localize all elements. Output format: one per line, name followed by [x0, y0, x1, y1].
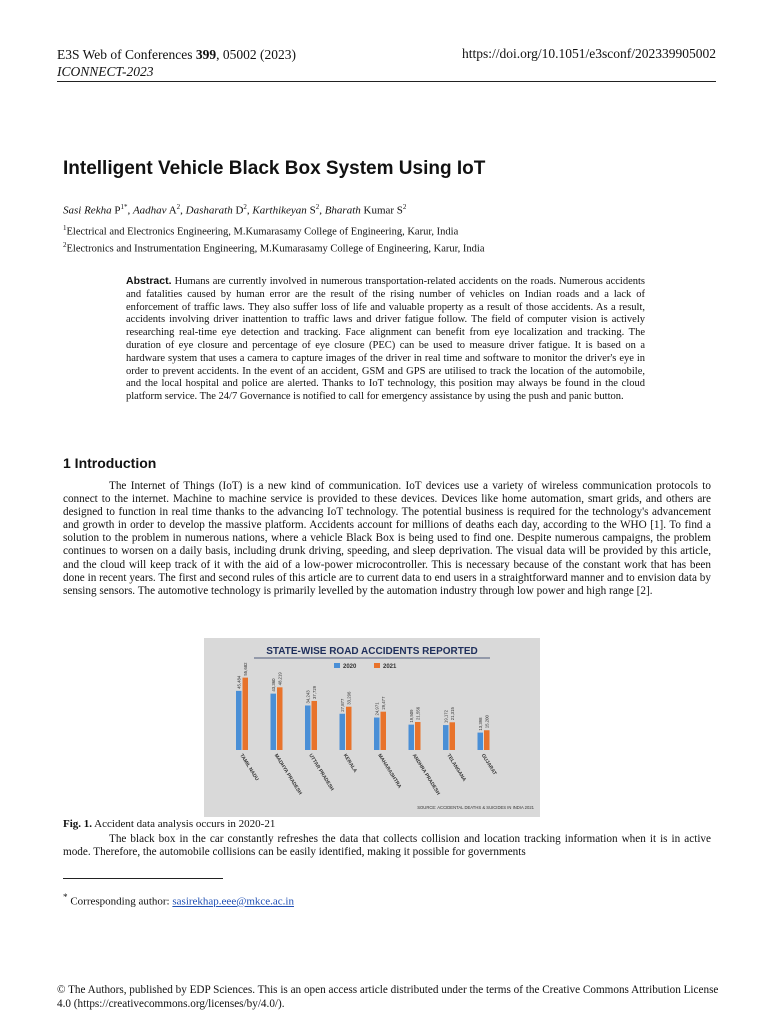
data-label: 48,219	[277, 672, 283, 686]
bar-2020	[340, 714, 346, 750]
author-email-link[interactable]: sasirekhap.eee@mkce.ac.in	[172, 895, 294, 908]
author-affil-mark: 1*	[120, 203, 128, 211]
category-tick-label: GUJARAT	[479, 752, 498, 777]
author-affil-mark: 2	[315, 203, 320, 211]
author-affil-mark: 2	[243, 203, 247, 211]
affiliation-line	[63, 239, 485, 256]
body-paragraph: The black box in the car constantly refreshes the data that collects collision and location tracking information when it is in active mode. Therefore, the automobile collisions can be easily identified, making it possible for governments	[63, 833, 711, 859]
conference-subtitle: ICONNECT-2023	[57, 64, 154, 79]
section-heading: 1 Introduction	[63, 455, 157, 471]
bar-2021	[415, 722, 421, 750]
bar-2020	[443, 725, 449, 750]
figure-label: Fig. 1.	[63, 818, 93, 830]
doi-link[interactable]: https://doi.org/10.1051/e3sconf/202339905002	[462, 46, 716, 61]
legend-swatch	[334, 663, 340, 668]
author-initial: S	[306, 204, 316, 217]
data-label: 55,682	[242, 662, 248, 676]
affiliation-line	[63, 222, 485, 239]
category-tick-label: ANDHRA PRADESH	[410, 752, 441, 797]
chart-background	[204, 638, 540, 817]
bar-2021	[346, 707, 352, 750]
author-name: Dasharath	[185, 204, 233, 217]
bar-2021	[484, 730, 490, 750]
abstract-text: Humans are currently involved in numerous transportation-related accidents on the roads. Numerous accidents and fatalities caused by human error are the result of the rising number of vehicles on Indian roads and a lack of enforcement of traffic laws. They also suffer loss of life and valuable property as a result of those accidents. As a result, accidents involving driver inattention to traffic laws and driver fatigue follow. The field of computer vision is actively researching real-time eye detection and tracking. Face alignment can benefit from eye localization and tracking. The duration of eye closure and percentage of eye closure (PEC) can be used to measure driver fatigue. It is based on a hardware system that uses a camera to capture images of the driver in real time and software to monitor the driver's eye in order to prevent accidents. In the event of an accident, GSM and GPS are utilised to track the location of the automobile, and the local hospital and police are alerted. Thanks to IoT technology, this position may always be found in the cloud platform service. The 24/7 Governance is notified to call for emergency assistance by using the push and panic button.	[126, 276, 645, 403]
data-label: 45,484	[236, 675, 242, 689]
conference-line	[57, 46, 296, 63]
author-affil-mark: 2	[402, 203, 407, 211]
author-name: Bharath	[324, 204, 361, 217]
bar-2021	[450, 722, 456, 750]
paper-title: Intelligent Vehicle Black Box System Using IoT	[63, 158, 486, 179]
category-tick-label: MADHYA PRADESH	[272, 752, 303, 797]
data-label: 15,200	[484, 715, 490, 729]
category-tick-label: KERALA	[341, 752, 358, 774]
bar-2020	[374, 718, 380, 750]
running-header	[57, 46, 296, 80]
figure-caption	[63, 818, 275, 830]
bar-2020	[236, 691, 242, 750]
author-initial: Kumar S	[360, 204, 403, 217]
author-initial: A	[166, 204, 177, 217]
conference-name: E3S Web of Conferences	[57, 47, 196, 62]
author-initial: D	[232, 204, 244, 217]
abstract-label: Abstract.	[126, 275, 172, 287]
data-label: 21,315	[449, 707, 455, 721]
data-label: 21,556	[415, 706, 421, 720]
data-label: 43,360	[270, 678, 276, 692]
affiliation-text: Electrical and Electronics Engineering, M.Kumarasamy College of Engineering, Karur, India	[66, 226, 459, 238]
footnote-label: Corresponding author:	[67, 895, 173, 908]
affiliations	[63, 222, 485, 255]
author-name: Karthikeyan	[252, 204, 307, 217]
legend-swatch	[374, 663, 380, 668]
category-tick-label: TELANGANA	[445, 752, 468, 783]
category-tick-label: MAHARASHTRA	[376, 752, 403, 790]
figure-caption-text: Accident data analysis occurs in 2020-21	[92, 818, 276, 830]
chart-source: SOURCE: ACCIDENTAL DEATHS & SUICIDES IN INDIA 2021	[417, 805, 534, 810]
affiliation-text: Electronics and Instrumentation Engineering, M.Kumarasamy College of Engineering, Karur, India	[66, 243, 485, 254]
footnote-divider	[63, 878, 223, 879]
bar-2020	[271, 694, 277, 750]
footnote-mark: *	[63, 892, 68, 902]
license-statement: © The Authors, published by EDP Sciences. This is an open access article distributed under the terms of the Creative Commons Attribution License 4.0 (https://creativecommons.org/licenses/by/4.0/).	[57, 984, 719, 1010]
bar-2021	[243, 678, 249, 750]
author-initial: P	[111, 204, 121, 217]
header-divider	[57, 81, 716, 82]
footnote	[63, 892, 294, 908]
article-number: , 05002 (2023)	[216, 47, 297, 62]
data-label: 37,729	[311, 685, 317, 699]
introduction-paragraph: The Internet of Things (IoT) is a new kind of communication. IoT devices use a variety of wireless communication protocols to connect to the internet. Machine to machine service is provided to these devices. Devices like home automation, smart grids, and others are designed to function in real time thanks to the advancing IoT technology. The potential business is required for the technology's advancement and growth in order to develop the massive platform. Accidents account for millions of deaths each day, according to the WHO [1]. To find a solution to the problem in numerous nations, where a vehicle Black Box is being used to find one. Despite numerous campaigns, the problem continues to worsen on a daily basis, including drunk driving, speeding, and sleep deprivation. The visual data will be provided by this article, and the cloud will keep track of it with the aid of a low-power microcontroller. This is necessary because of the constant work that has been done in recent years. The first and second rules of this article are to current data to end users in a straightforward manner and to envision data by sensing sensors. The automotive technology is primarily levelled by the automation industry through low power and high range [2].	[63, 480, 711, 597]
affiliation-mark: 1	[63, 224, 67, 232]
bar-2020	[305, 705, 311, 750]
bar-2020	[478, 733, 484, 750]
data-label: 19,172	[443, 709, 449, 724]
legend-label: 2020	[343, 664, 357, 670]
author-name: Sasi Rekha	[63, 204, 112, 217]
abstract	[126, 275, 645, 404]
author-name: Aadhav	[132, 204, 167, 217]
category-tick-label: UTTAR PRADESH	[307, 752, 335, 793]
data-label: 29,477	[380, 696, 386, 710]
bar-2021	[381, 712, 387, 750]
volume-number: 399	[195, 47, 217, 62]
author-affil-mark: 2	[176, 203, 181, 211]
category-tick-label: TAMIL NADU	[238, 752, 260, 783]
bar-2021	[277, 687, 283, 750]
author-list: Sasi Rekha $P^{1*}$, Aadhav $A^2$, Dasharath $D^2$, Karthikeyan $S^2$, Bharath Kumar $S^2$	[63, 203, 407, 217]
data-label: 19,509	[408, 709, 414, 723]
data-label: 34,243	[305, 690, 311, 704]
data-label: 13,398	[477, 717, 483, 731]
bar-2021	[312, 701, 318, 750]
bar-2020	[409, 725, 415, 750]
accident-bar-chart	[204, 638, 540, 817]
data-label: 24,971	[374, 702, 380, 716]
data-label: 27,877	[339, 698, 345, 712]
affiliation-mark: 2	[63, 240, 67, 249]
chart-title: STATE-WISE ROAD ACCIDENTS REPORTED	[266, 646, 478, 657]
legend-label: 2021	[383, 664, 397, 670]
data-label: 33,296	[346, 691, 352, 705]
